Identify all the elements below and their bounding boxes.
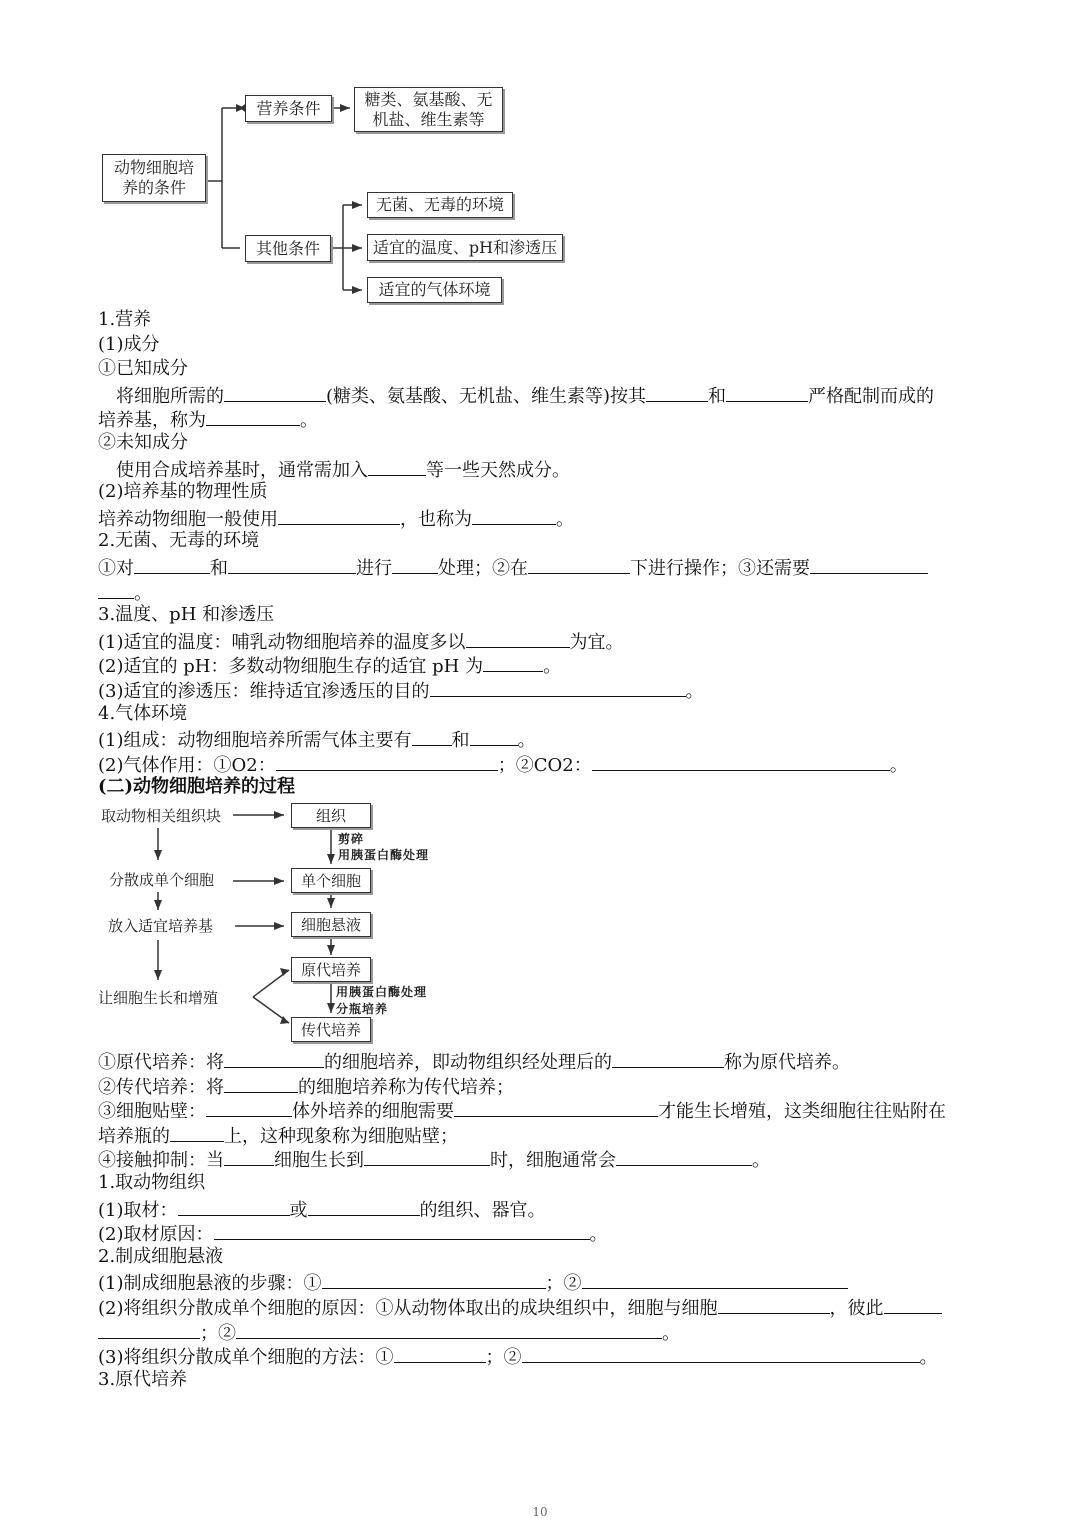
text: 培养动物细胞一般使用 bbox=[98, 508, 278, 530]
flow-step-label: 用胰蛋白酶处理 bbox=[338, 848, 430, 862]
question-line bbox=[98, 1196, 982, 1221]
text: 的组织、器官。 bbox=[419, 1199, 546, 1221]
blank[interactable] bbox=[178, 1196, 290, 1216]
blank[interactable] bbox=[278, 505, 400, 525]
other-box bbox=[245, 235, 331, 262]
flow-box-label: 细胞悬液 bbox=[300, 916, 361, 934]
text: ；②CO2： bbox=[497, 754, 592, 776]
text: 下进行操作；③还需要 bbox=[630, 557, 810, 579]
text: 。 bbox=[517, 730, 536, 752]
blank[interactable] bbox=[224, 1073, 298, 1093]
text: 称为原代培养。 bbox=[724, 1052, 850, 1073]
question-line bbox=[98, 554, 982, 579]
question-line bbox=[98, 1319, 982, 1344]
text: 。 bbox=[300, 410, 318, 432]
text: 。 bbox=[589, 1224, 608, 1246]
blank[interactable] bbox=[483, 652, 543, 672]
blank[interactable] bbox=[592, 751, 890, 771]
blank[interactable] bbox=[206, 406, 300, 426]
blank[interactable] bbox=[528, 554, 630, 574]
blank[interactable] bbox=[224, 382, 326, 402]
text: ；② bbox=[545, 1273, 582, 1295]
blank[interactable] bbox=[884, 1294, 942, 1314]
text: (2)将组织分散成单个细胞的原因：①从动物体取出的成块组织中，细胞与细胞 bbox=[98, 1297, 718, 1319]
blank[interactable] bbox=[472, 505, 556, 525]
text: 严格配制而成的 bbox=[808, 385, 935, 407]
question-line bbox=[98, 726, 982, 751]
text: 的细胞培养，即动物组织经处理后的 bbox=[324, 1052, 612, 1073]
question-line bbox=[98, 382, 982, 407]
flow-box-primary bbox=[291, 957, 371, 982]
flow-step-label: 用胰蛋白酶处理 bbox=[336, 985, 428, 999]
text: ③细胞贴壁： bbox=[98, 1101, 206, 1123]
blank[interactable] bbox=[392, 554, 438, 574]
question-line bbox=[98, 505, 982, 530]
flow-step-label: 剪碎 bbox=[338, 832, 365, 846]
heading: 3.温度、pH 和渗透压 bbox=[98, 604, 275, 626]
text: 才能生长增殖，这类细胞往往贴附在 bbox=[658, 1101, 946, 1123]
subheading: ②未知成分 bbox=[98, 431, 188, 453]
nutrition-label: 营养条件 bbox=[256, 98, 321, 118]
blank[interactable] bbox=[810, 554, 928, 574]
text: ①原代培养：将 bbox=[98, 1052, 224, 1073]
blank[interactable] bbox=[412, 726, 452, 746]
blank[interactable] bbox=[228, 554, 356, 574]
text: (2)取材原因： bbox=[98, 1224, 214, 1246]
text: 等一些天然成分。 bbox=[426, 459, 570, 481]
text: (1)适宜的温度：哺乳动物细胞培养的温度多以 bbox=[98, 631, 466, 653]
flow-box-tissue bbox=[291, 803, 371, 828]
question-line bbox=[98, 677, 982, 702]
heading: 2.制成细胞悬液 bbox=[98, 1245, 224, 1267]
question-line bbox=[98, 579, 982, 604]
question-line bbox=[98, 652, 982, 677]
other-item-box bbox=[367, 192, 513, 218]
text: 将细胞所需的 bbox=[116, 385, 224, 407]
text: ；② bbox=[200, 1322, 236, 1344]
blank[interactable] bbox=[616, 1146, 752, 1166]
text: 和 bbox=[708, 385, 727, 407]
question-line bbox=[98, 1097, 982, 1122]
text: 。 bbox=[752, 1150, 770, 1172]
question-line bbox=[98, 1146, 982, 1171]
question-line bbox=[98, 1122, 982, 1147]
other-item-box bbox=[367, 277, 502, 303]
text: 的细胞培养称为传代培养； bbox=[298, 1076, 514, 1098]
text: 。 bbox=[889, 754, 908, 776]
heading: 2.无菌、无毒的环境 bbox=[98, 530, 260, 552]
text: 进行 bbox=[356, 557, 392, 579]
text: 。 bbox=[543, 656, 562, 678]
question-line bbox=[98, 1048, 982, 1073]
flow-left-label: 让细胞生长和增殖 bbox=[98, 989, 219, 1007]
blank[interactable] bbox=[726, 382, 808, 402]
flow-box-suspension bbox=[291, 912, 371, 937]
text: (2)气体作用：①O2： bbox=[98, 754, 276, 776]
text: 。 bbox=[685, 680, 704, 702]
section-heading: (二)动物细胞培养的过程 bbox=[98, 776, 296, 798]
text: ④接触抑制：当 bbox=[98, 1150, 224, 1172]
blank[interactable] bbox=[224, 1048, 324, 1068]
flow-box-label: 原代培养 bbox=[300, 961, 361, 979]
other-label: 其他条件 bbox=[255, 238, 320, 258]
flow-left-label: 分散成单个细胞 bbox=[109, 871, 215, 889]
heading: 1.取动物组织 bbox=[98, 1171, 206, 1193]
flow-step-label: 分瓶培养 bbox=[336, 1002, 389, 1016]
question-line bbox=[98, 628, 982, 653]
text: ；② bbox=[485, 1347, 522, 1369]
question-line bbox=[98, 1294, 982, 1319]
blank[interactable] bbox=[394, 1343, 486, 1363]
flow-box-label: 单个细胞 bbox=[300, 872, 361, 890]
blank[interactable] bbox=[522, 1343, 920, 1363]
text: 。 bbox=[919, 1347, 938, 1369]
blank[interactable] bbox=[134, 554, 210, 574]
text: 培养基，称为 bbox=[98, 410, 206, 432]
text: (3)适宜的渗透压：维持适宜渗透压的目的 bbox=[98, 680, 430, 702]
text: ②传代培养：将 bbox=[98, 1076, 224, 1098]
text: 为宜。 bbox=[569, 631, 624, 653]
question-line bbox=[98, 456, 982, 481]
text: (1)制成细胞悬液的步骤：① bbox=[98, 1273, 322, 1295]
section-process bbox=[98, 1048, 982, 1392]
blank[interactable] bbox=[454, 1097, 658, 1117]
text: 。 bbox=[556, 508, 574, 530]
blank[interactable] bbox=[276, 751, 498, 771]
nutrition-box bbox=[245, 95, 332, 122]
text: (糖类、氨基酸、无机盐、维生素等)按其 bbox=[326, 385, 647, 407]
text: 细胞生长到 bbox=[274, 1150, 364, 1172]
text: ，彼此 bbox=[829, 1297, 884, 1319]
text: 上，这种现象称为细胞贴壁； bbox=[224, 1125, 458, 1147]
flow-box-subculture bbox=[291, 1017, 371, 1042]
blank[interactable] bbox=[466, 628, 570, 648]
blank[interactable] bbox=[646, 382, 708, 402]
text: (1)组成：动物细胞培养所需气体主要有 bbox=[98, 730, 412, 752]
other-item-box bbox=[367, 234, 563, 261]
heading: 4.气体环境 bbox=[98, 702, 188, 724]
blank[interactable] bbox=[364, 1146, 490, 1166]
subheading: ①已知成分 bbox=[98, 358, 188, 380]
diagram-root-box bbox=[102, 154, 206, 202]
text: 和 bbox=[210, 557, 228, 579]
text: 使用合成培养基时，通常需加入 bbox=[116, 459, 368, 481]
text: ，也称为 bbox=[400, 508, 472, 530]
blank[interactable] bbox=[308, 1196, 420, 1216]
blank[interactable] bbox=[98, 1319, 200, 1339]
other-item-label: 适宜的温度、pH和渗透压 bbox=[372, 237, 558, 257]
text: 时，细胞通常会 bbox=[490, 1150, 616, 1172]
question-line bbox=[98, 751, 982, 776]
text: 和 bbox=[451, 730, 470, 752]
blank[interactable] bbox=[470, 726, 518, 746]
subheading: (2)培养基的物理性质 bbox=[98, 481, 268, 503]
question-line bbox=[98, 1343, 982, 1368]
other-item-label: 适宜的气体环境 bbox=[378, 280, 491, 299]
text: 。 bbox=[662, 1322, 680, 1344]
blank[interactable] bbox=[236, 1319, 662, 1339]
flow-box-single-cell bbox=[291, 868, 371, 893]
blank[interactable] bbox=[98, 579, 134, 599]
text: 。 bbox=[134, 582, 152, 604]
blank[interactable] bbox=[170, 1122, 224, 1142]
question-line bbox=[98, 1269, 982, 1294]
text: 或 bbox=[289, 1199, 308, 1221]
section-conditions bbox=[98, 308, 982, 800]
blank[interactable] bbox=[612, 1048, 724, 1068]
text: ①对 bbox=[98, 557, 134, 579]
flow-left-label: 放入适宜培养基 bbox=[108, 917, 214, 935]
text: (2)适宜的 pH：多数动物细胞生存的适宜 pH 为 bbox=[98, 656, 484, 678]
blank[interactable] bbox=[430, 677, 686, 697]
text: 培养瓶的 bbox=[98, 1125, 170, 1147]
blank[interactable] bbox=[224, 1146, 274, 1166]
blank[interactable] bbox=[368, 456, 426, 476]
flow-box-label: 传代培养 bbox=[300, 1021, 361, 1039]
text: 体外培养的细胞需要 bbox=[292, 1101, 454, 1123]
diagram-root-label: 动物细胞培养的条件 bbox=[113, 158, 194, 197]
other-item-label: 无菌、无毒的环境 bbox=[375, 195, 504, 214]
blank[interactable] bbox=[214, 1220, 590, 1240]
blank[interactable] bbox=[582, 1269, 848, 1289]
flow-box-label: 组织 bbox=[315, 807, 346, 825]
blank[interactable] bbox=[206, 1097, 292, 1117]
flow-left-label: 取动物相关组织块 bbox=[101, 807, 222, 825]
page-number: 10 bbox=[532, 1505, 548, 1519]
blank[interactable] bbox=[322, 1269, 546, 1289]
text: (3)将组织分散成单个细胞的方法：① bbox=[98, 1347, 394, 1369]
text: 处理；②在 bbox=[438, 557, 528, 579]
nutrition-detail-label: 糖类、氨基酸、无机盐、维生素等 bbox=[364, 89, 493, 129]
text: (1)取材： bbox=[98, 1199, 178, 1221]
blank[interactable] bbox=[718, 1294, 830, 1314]
heading: 1.营养 bbox=[98, 309, 152, 330]
nutrition-detail-box bbox=[354, 87, 503, 132]
question-line bbox=[98, 406, 982, 431]
heading: 3.原代培养 bbox=[98, 1368, 188, 1390]
question-line bbox=[98, 1220, 982, 1245]
question-line bbox=[98, 1073, 982, 1098]
subheading: (1)成分 bbox=[98, 333, 160, 355]
